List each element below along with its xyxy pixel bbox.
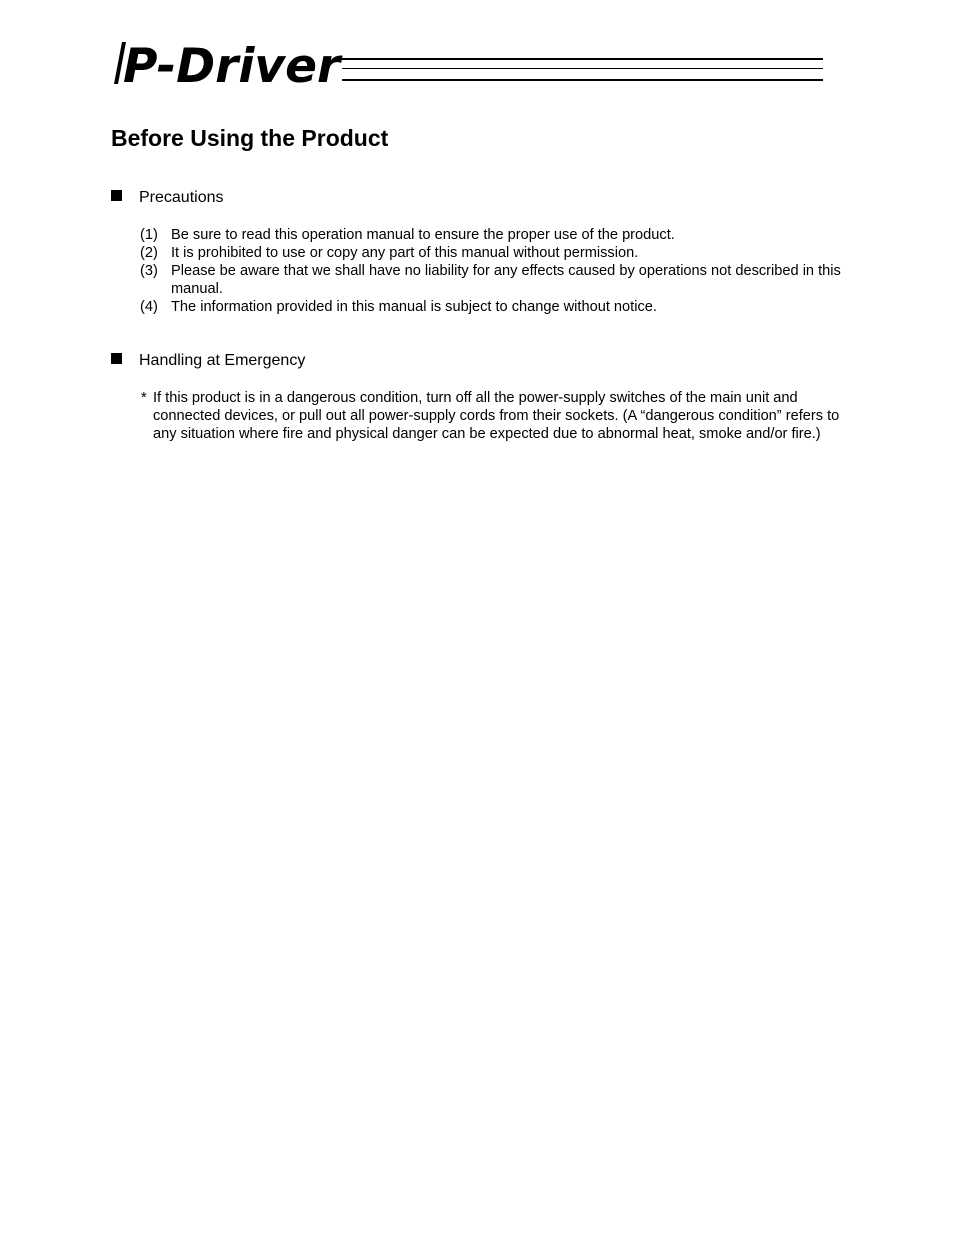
list-item-number: (1)	[140, 227, 158, 243]
square-bullet-icon	[111, 353, 122, 364]
section-heading-emergency	[111, 351, 305, 371]
page-title: Before Using the Product	[111, 125, 389, 151]
list-item	[140, 226, 848, 244]
square-bullet-icon	[111, 190, 122, 201]
list-item	[140, 298, 848, 316]
header-rule	[342, 58, 823, 84]
section-heading-label: Precautions	[139, 189, 224, 206]
list-item-number: (3)	[140, 263, 158, 279]
section-heading-precautions	[111, 188, 224, 208]
list-item	[140, 262, 848, 298]
precautions-list	[140, 226, 848, 316]
list-item-text: Please be aware that we shall have no liability for any effects caused by operations not described in this manual.	[171, 263, 841, 297]
list-item-number: (2)	[140, 245, 158, 261]
list-item	[140, 244, 848, 262]
emergency-note-text: If this product is in a dangerous condition, turn off all the power-supply switches of the main unit and connected devices, or pull out all power-supply cords from their sockets. (A “dangerous condition” refers to any situation where fire and physical danger can be expected due to abnormal heat, smoke and/or fire.)	[153, 390, 840, 442]
list-item-text: The information provided in this manual is subject to change without notice.	[171, 299, 657, 315]
list-item-text: Be sure to read this operation manual to ensure the proper use of the product.	[171, 227, 675, 243]
list-item-number: (4)	[140, 299, 158, 315]
p-driver-logo	[114, 38, 344, 88]
section-heading-label: Handling at Emergency	[139, 352, 306, 369]
asterisk-mark: *	[141, 390, 147, 406]
logo-text: P-Driver	[123, 39, 341, 88]
page-header	[114, 38, 826, 88]
list-item-text: It is prohibited to use or copy any part of this manual without permission.	[171, 245, 639, 261]
emergency-note	[140, 389, 850, 443]
